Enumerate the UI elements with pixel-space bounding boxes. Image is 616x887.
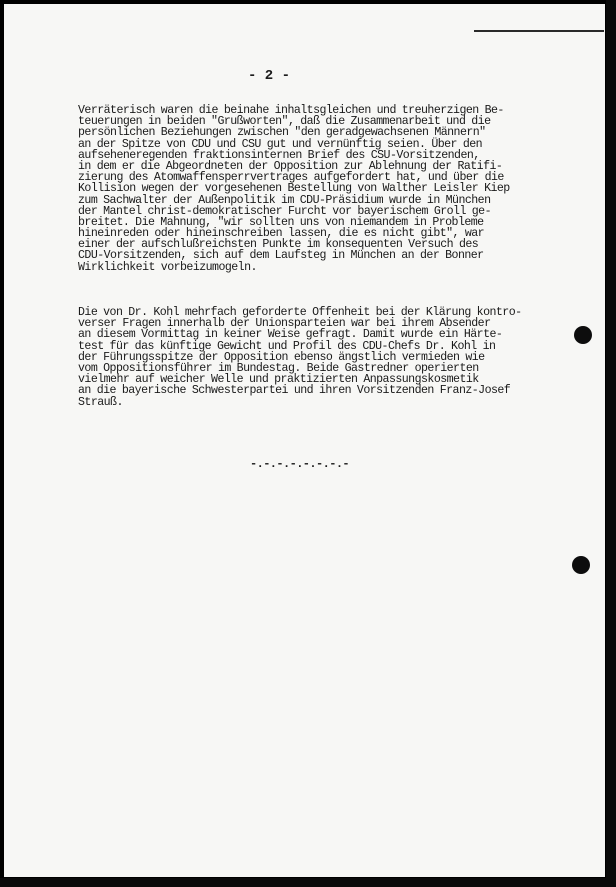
punch-hole-icon [572,556,590,574]
text-line: vielmehr auf weicher Welle und praktizierten Anpassungskosmetik [78,373,479,387]
text-line: der Mantel christ-demokratischer Furcht vor bayerischem Groll ge- [78,204,491,218]
text-line: an diesem Vormittag in keiner Weise gefragt. Damit wurde ein Härte- [78,328,503,342]
scan-edge-bottom [0,878,616,887]
text-line: verser Fragen innerhalb der Unionsparteien war bei ihrem Absender [78,317,491,331]
text-line: der Führungsspitze der Opposition ebenso ängstlich vermieden wie [78,350,485,364]
text-line: persönlichen Beziehungen zwischen "den geradgewachsenen Männern" [78,126,486,140]
text-line: einer der aufschlußreichsten Punkte im konsequenten Versuch des [78,238,479,252]
top-edge-rule [474,30,604,32]
paragraph-2 [78,307,605,408]
text-line: breitet. Die Mahnung, "wir sollten uns von niemandem in Probleme [78,215,484,229]
document-page [4,4,605,877]
page-number: - 2 - [248,68,291,84]
text-line: test für das künftige Gewicht und Profil des CDU-Chefs Dr. Kohl in [78,339,496,353]
text-line: zum Sachwalter der Außenpolitik im CDU-Präsidium wurde in München [78,193,491,207]
punch-hole-icon [574,326,592,344]
end-separator: -.-.-.-.-.-.-.- [250,457,350,471]
text-line: Die von Dr. Kohl mehrfach geforderte Offenheit bei der Klärung kontro- [78,306,522,319]
text-line: aufseheneregenden fraktionsinternen Brief des CSU-Vorsitzenden, [78,148,480,162]
text-line: Verräterisch waren die beinahe inhaltsgleichen und treuherzigen Be- [78,104,504,117]
text-line: an die bayerische Schwesterpartei und ihren Vorsitzenden Franz-Josef [78,384,511,398]
text-line: vom Oppositionsführer im Bundestag. Beide Gastredner operierten [78,361,479,375]
scan-edge-right [606,0,616,887]
text-line: zierung des Atomwaffensperrvertrages aufgefordert hat, und über die [78,171,504,185]
text-line: teuerungen in beiden "Grußworten", daß die Zusammenarbeit und die [78,115,491,129]
text-line: Wirklichkeit vorbeizumogeln. [78,260,257,274]
text-line: CDU-Vorsitzenden, sich auf dem Laufsteg in München an der Bonner [78,249,484,263]
paragraph-1 [78,105,605,273]
text-line: in dem er die Abgeordneten der Opposition zur Ablehnung der Ratifi- [78,159,503,173]
text-line: an der Spitze von CDU und CSU gut und vernünftig seien. Über den [78,137,483,151]
text-line: Strauß. [78,395,123,409]
text-line: hineinreden oder hineinschreiben lassen, die es nicht gibt", war [78,227,485,241]
text-line: Kollision wegen der vorgesehenen Bestellung von Walther Leisler Kiep [78,182,510,196]
